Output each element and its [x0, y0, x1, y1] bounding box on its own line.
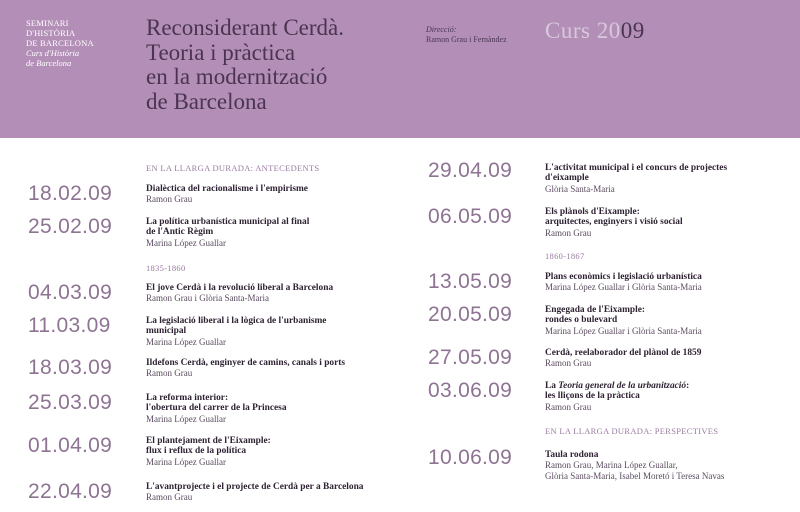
session-speaker: Ramon Grau	[545, 401, 592, 412]
org-line: Curs d'Història	[26, 48, 80, 58]
session-speaker: Ramon Grau, Marina López Guallar,	[545, 460, 678, 471]
session-date: 25.02.09	[28, 215, 113, 238]
course-year-highlight: 09	[620, 18, 645, 43]
session-entry	[146, 358, 376, 379]
session-title: l'obertura del carrer de la Princesa	[146, 403, 287, 414]
session-speaker: Ramon Grau	[146, 194, 193, 205]
director-name: Ramon Grau i Fernàndez	[426, 35, 507, 44]
session-entry	[545, 207, 785, 238]
session-speaker: Marina López Guallar	[146, 336, 226, 347]
session-date: 27.05.09	[428, 346, 513, 369]
session-speaker: Glòria Santa-Maria, Isabel Moretó i Teresa Navas	[545, 470, 725, 481]
section-heading: 1860-1867	[545, 251, 585, 261]
session-speaker: Glòria Santa-Maria	[545, 183, 615, 194]
session-date: 25.03.09	[28, 391, 113, 414]
session-title: Plans econòmics i legislació urbanística	[545, 272, 702, 282]
session-speaker: Marina López Guallar i Glòria Santa-Maria	[545, 282, 702, 293]
session-entry	[146, 283, 376, 304]
title-text: :	[686, 381, 690, 391]
session-title: Els plànols d'Eixample:	[545, 207, 640, 217]
session-title: Taula rodona	[545, 450, 599, 460]
session-date: 04.03.09	[28, 281, 113, 304]
session-date: 18.03.09	[28, 356, 113, 379]
session-entry	[146, 393, 376, 424]
session-entry	[146, 184, 376, 205]
session-title: La política urbanística municipal al final	[146, 217, 310, 227]
session-title: L'avantprojecte i el projecte de Cerdà per a Barcelona	[146, 482, 364, 492]
session-entry	[545, 381, 785, 412]
session-title: Ildefons Cerdà, enginyer de camins, canals i ports	[146, 358, 346, 368]
session-title: les lliçons de la pràctica	[545, 391, 640, 402]
session-date: 06.05.09	[428, 205, 513, 228]
session-title: La reforma interior:	[146, 393, 229, 403]
session-title: rondes o bulevard	[545, 315, 618, 326]
session-title: L'activitat municipal i el concurs de projectes	[545, 163, 728, 173]
session-title: Engegada de l'Eixample:	[545, 305, 646, 315]
session-date: 01.04.09	[28, 434, 113, 457]
session-title: flux i reflux de la política	[146, 446, 247, 457]
session-date: 29.04.09	[428, 159, 513, 182]
organization-name	[26, 18, 126, 68]
session-speaker: Ramon Grau	[545, 227, 592, 238]
session-title: municipal	[146, 326, 187, 337]
session-date: 20.05.09	[428, 303, 513, 326]
session-speaker: Marina López Guallar	[146, 237, 226, 248]
session-title: d'eixample	[545, 173, 589, 184]
session-entry	[545, 348, 785, 369]
session-title: de l'Antic Règim	[146, 227, 214, 238]
title-line: Teoria i pràctica	[146, 39, 296, 65]
course-title	[146, 16, 426, 114]
section-heading: 1835-1860	[146, 263, 186, 273]
session-entry	[545, 450, 795, 481]
session-speaker: Marina López Guallar	[146, 456, 226, 467]
section-heading: EN LA LLARGA DURADA: ANTECEDENTS	[146, 163, 320, 173]
session-date: 13.05.09	[428, 270, 513, 293]
session-date: 11.03.09	[28, 314, 111, 337]
session-entry	[146, 217, 376, 248]
session-entry	[545, 272, 785, 293]
session-title: El plantejament de l'Eixample:	[146, 436, 271, 446]
book-title: Teoria general de la urbanització	[558, 381, 687, 391]
session-date: 10.06.09	[428, 446, 513, 469]
course-year-prefix: Curs 20	[545, 18, 621, 43]
session-entry	[545, 305, 785, 336]
title-text: La	[545, 381, 559, 391]
section-heading: EN LA LLARGA DURADA: PERSPECTIVES	[545, 426, 719, 436]
session-title: Cerdà, reelaborador del plànol de 1859	[545, 348, 702, 358]
session-title: El jove Cerdà i la revolució liberal a Barcelona	[146, 283, 334, 293]
session-speaker: Ramon Grau	[146, 492, 193, 503]
session-date: 22.04.09	[28, 480, 113, 503]
session-speaker: Ramon Grau	[545, 358, 592, 369]
title-line: en la modernització	[146, 64, 328, 89]
title-line: de Barcelona	[146, 88, 267, 114]
session-title: arquitectes, enginyers i visió social	[545, 217, 683, 228]
course-year	[545, 18, 645, 44]
title-line: Reconsiderant Cerdà.	[146, 15, 344, 40]
session-title	[545, 381, 785, 391]
session-date: 03.06.09	[428, 379, 513, 402]
org-line: de Barcelona	[26, 58, 72, 68]
session-speaker: Ramon Grau i Glòria Santa-Maria	[146, 293, 269, 304]
org-line: D'HISTÒRIA	[26, 28, 76, 38]
session-entry	[146, 316, 376, 347]
header-banner	[0, 0, 800, 138]
session-entry	[545, 163, 785, 194]
direction-info	[426, 25, 507, 45]
session-speaker: Marina López Guallar	[146, 413, 226, 424]
org-line: DE BARCELONA	[26, 38, 94, 48]
session-date: 18.02.09	[28, 182, 113, 205]
session-speaker: Ramon Grau	[146, 368, 193, 379]
session-title: La legislació liberal i la lògica de l'urbanisme	[146, 316, 327, 326]
session-entry	[146, 482, 386, 503]
session-speaker: Marina López Guallar i Glòria Santa-Maria	[545, 325, 702, 336]
session-entry	[146, 436, 376, 467]
direction-label: Direcció:	[426, 25, 457, 34]
session-title: Dialèctica del racionalisme i l'empirisme	[146, 184, 308, 194]
org-line: SEMINARI	[26, 18, 69, 28]
